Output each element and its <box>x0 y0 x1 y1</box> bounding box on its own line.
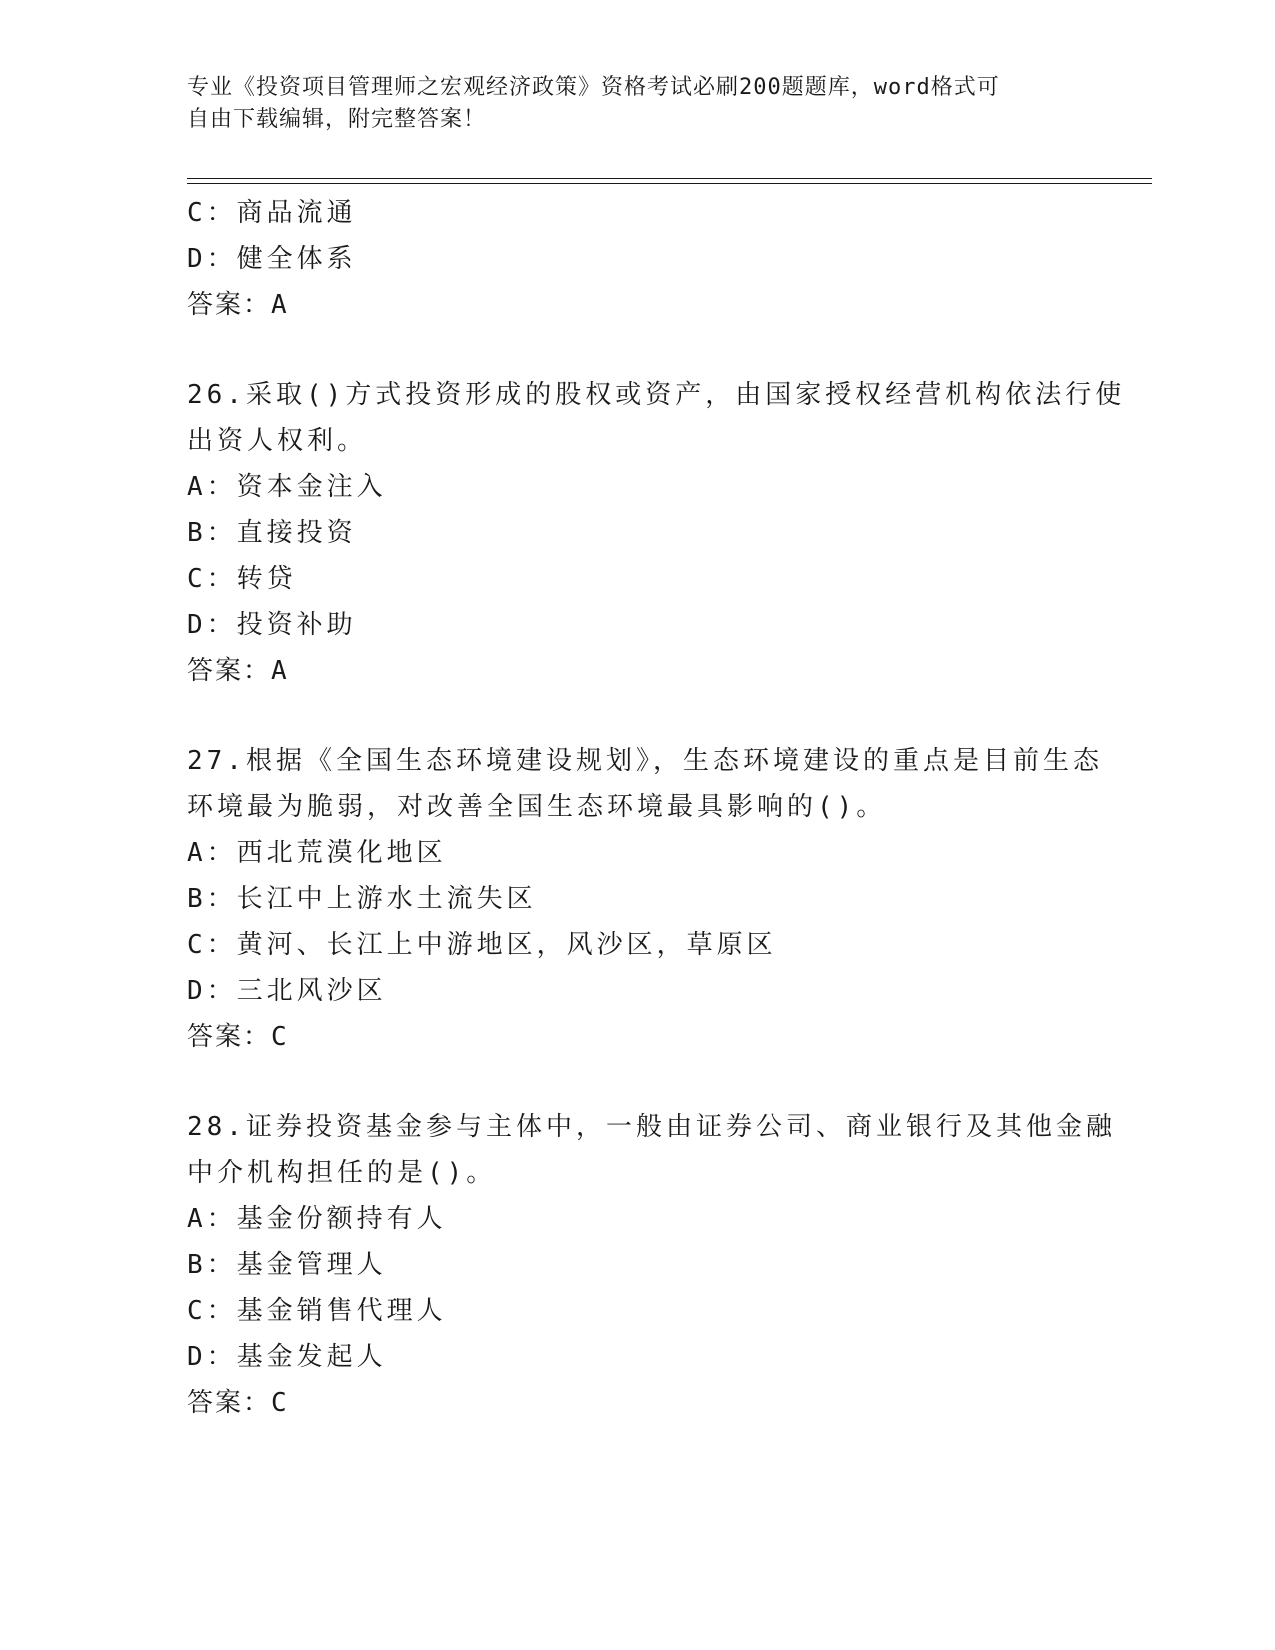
question-26 <box>187 372 1126 694</box>
page-header <box>187 72 1067 136</box>
option-b: B：长江中上游水土流失区 <box>187 884 537 914</box>
question-text-line: 27.根据《全国生态环境建设规划》，生态环境建设的重点是目前生态 <box>187 746 1103 776</box>
option-d: D：健全体系 <box>187 244 357 274</box>
question-27 <box>187 738 1103 1060</box>
header-divider-bottom <box>187 183 1152 184</box>
question-text-line: 26.采取()方式投资形成的股权或资产，由国家授权经营机构依法行使 <box>187 380 1126 410</box>
question-text-line: 环境最为脆弱，对改善全国生态环境最具影响的()。 <box>187 792 887 822</box>
option-b: B：基金管理人 <box>187 1250 387 1280</box>
option-d: D：三北风沙区 <box>187 976 387 1006</box>
header-divider-top <box>187 178 1152 179</box>
question-text-line: 中介机构担任的是()。 <box>187 1158 497 1188</box>
option-c: C：基金销售代理人 <box>187 1296 447 1326</box>
question-text-line: 28.证券投资基金参与主体中，一般由证券公司、商业银行及其他金融 <box>187 1112 1116 1142</box>
option-a: A：资本金注入 <box>187 472 387 502</box>
option-b: B：直接投资 <box>187 518 357 548</box>
question-text-line: 出资人权利。 <box>187 426 368 456</box>
header-line-1: 专业《投资项目管理师之宏观经济政策》资格考试必刷200题题库，word格式可 <box>187 75 1000 100</box>
question-content <box>187 190 1126 1426</box>
option-d: D：基金发起人 <box>187 1342 387 1372</box>
answer: 答案：A <box>187 290 289 320</box>
answer: 答案：C <box>187 1388 289 1418</box>
continued-question <box>187 190 1087 328</box>
option-d: D：投资补助 <box>187 610 357 640</box>
option-c: C：商品流通 <box>187 198 357 228</box>
option-c: C：黄河、长江上中游地区，风沙区，草原区 <box>187 930 777 960</box>
option-a: A：基金份额持有人 <box>187 1204 447 1234</box>
header-line-2: 自由下载编辑，附完整答案！ <box>187 107 487 132</box>
answer: 答案：A <box>187 656 289 686</box>
option-a: A：西北荒漠化地区 <box>187 838 447 868</box>
answer: 答案：C <box>187 1022 289 1052</box>
question-28 <box>187 1104 1116 1426</box>
option-c: C：转贷 <box>187 564 297 594</box>
